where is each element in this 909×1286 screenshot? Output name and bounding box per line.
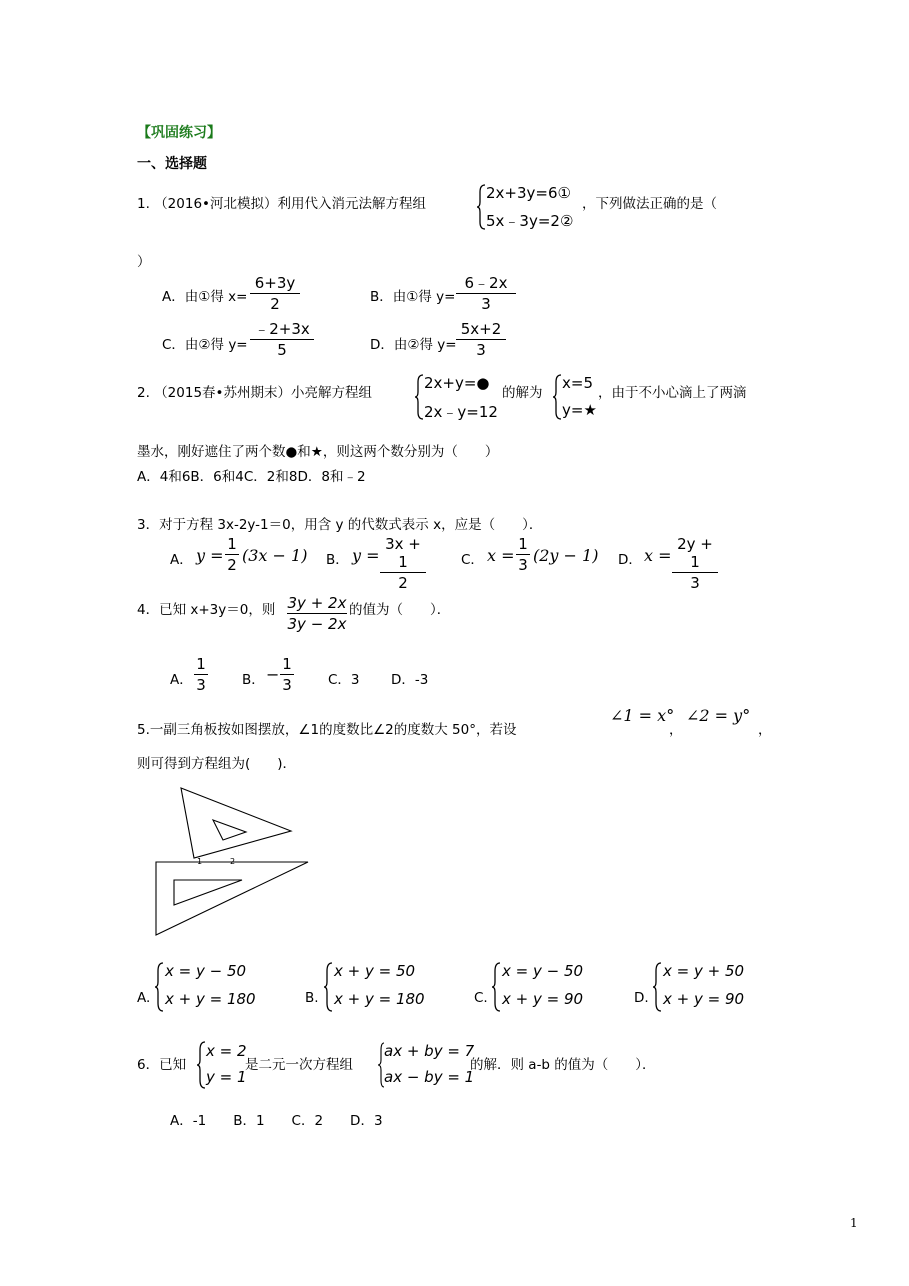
q4-b-num: 1: [282, 655, 292, 673]
q3-b-den: 2: [398, 574, 408, 592]
q5-stem: 5.一副三角板按如图摆放，∠1的度数比∠2的度数大 50°，若设: [137, 722, 517, 738]
q3-d-den: 3: [690, 574, 700, 592]
q3-c-bar: [516, 554, 530, 555]
q2-sol1: x=5: [562, 374, 593, 392]
q4-num: 3y + 2x: [287, 594, 347, 612]
q3-option-d-label: D．: [618, 552, 642, 568]
q4-b-bar: [280, 674, 294, 675]
q5-d-eq1: x = y + 50: [663, 962, 745, 980]
q2-options: A．4和6B．6和4C．2和8D．8和﹣2: [137, 469, 366, 485]
set-squares-figure: [150, 782, 320, 942]
q1-option-d-frac: [456, 320, 506, 359]
q5-option-c-label: C.: [474, 990, 488, 1006]
q3-b-bar: [380, 572, 426, 573]
q1-d-bar: [456, 339, 506, 340]
q4-b-frac: [280, 655, 294, 694]
q1-close: ）: [137, 254, 151, 270]
page-number: 1: [850, 1216, 858, 1230]
q1-option-a-frac: [250, 274, 300, 313]
q5-c-brace: [491, 962, 501, 1012]
q3-option-c-label: C．: [461, 552, 484, 568]
q3-d-bar: [672, 572, 718, 573]
lower-triangle-outer: [156, 862, 308, 935]
q4-den: 3y − 2x: [287, 615, 347, 633]
upper-triangle-inner: [213, 820, 246, 840]
q3-b-frac: [380, 535, 426, 592]
q4-option-a-label: A．: [170, 672, 193, 688]
q1-b-bar: [456, 293, 516, 294]
q3-b-lhs: y =: [352, 546, 380, 565]
q5-c-eq1: x = y − 50: [502, 962, 584, 980]
q1-option-d-label: D．由②得 y=: [370, 337, 457, 353]
q5-a-eq1: x = y − 50: [165, 962, 247, 980]
q3-a-rest: (3x − 1): [242, 546, 308, 565]
q1-brace: [476, 184, 486, 230]
q5-a-eq2: x + y = 180: [165, 990, 256, 1008]
q1-b-den: 3: [481, 295, 491, 313]
q2-mid: 的解为: [502, 385, 543, 401]
q4-bar: [287, 613, 347, 614]
q2-eq2: 2x﹣y=12: [424, 403, 498, 421]
q6-e1: ax + by = 7: [384, 1042, 475, 1060]
q3-option-b-label: B．: [326, 552, 349, 568]
q5-a-brace: [154, 962, 164, 1012]
q5-set2: ∠2 = y°: [686, 706, 751, 725]
q2-line2: 墨水，刚好遮住了两个数●和★，则这两个数分别为（ ）: [137, 444, 499, 460]
q5-b-eq1: x + y = 50: [334, 962, 416, 980]
q2-suffix: ，由于不小心滴上了两滴: [598, 385, 747, 401]
q6-prefix: 6．已知: [137, 1057, 187, 1073]
lower-triangle-inner: [174, 880, 242, 905]
q1-option-b-label: B．由①得 y=: [370, 289, 456, 305]
q1-c-bar: [250, 339, 314, 340]
q1-option-b-frac: [456, 274, 516, 313]
q5-end: ，: [758, 722, 772, 738]
q6-s1: x = 2: [206, 1042, 247, 1060]
q4-a-num: 1: [196, 655, 206, 673]
q3-c-frac: [516, 535, 530, 574]
q6-e2: ax − by = 1: [384, 1068, 475, 1086]
q4-option-b-label: B．: [242, 672, 265, 688]
q4-b-den: 3: [282, 676, 292, 694]
q1-suffix: ，下列做法正确的是（: [582, 196, 717, 212]
q1-option-c-frac: [250, 320, 314, 359]
q2-prefix: 2. （2015春•苏州期末）小亮解方程组: [137, 385, 372, 401]
q2-eq1: 2x+y=●: [424, 374, 490, 392]
q1-c-den: 5: [277, 341, 287, 359]
q3-d-num: 2y + 1: [677, 535, 713, 571]
section-title: 【巩固练习】: [137, 125, 221, 141]
q3-a-den: 2: [227, 556, 237, 574]
q5-b-eq2: x + y = 180: [334, 990, 425, 1008]
q1-a-bar: [250, 293, 300, 294]
q1-option-a-label: A．由①得 x=: [162, 289, 248, 305]
q3-stem: 3．对于方程 3x-2y-1＝0，用含 y 的代数式表示 x，应是（ ）．: [137, 517, 543, 533]
q5-option-a-label: A.: [137, 990, 151, 1006]
q2-sol2: y=★: [562, 401, 597, 419]
q1-a-den: 2: [270, 295, 280, 313]
q1-a-num: 6+3y: [254, 274, 296, 292]
q6-suffix: 的解．则 a-b 的值为（ ）．: [470, 1057, 656, 1073]
q3-option-a-label: A．: [170, 552, 193, 568]
q5-option-d-label: D.: [634, 990, 649, 1006]
part-title: 一、选择题: [137, 156, 207, 172]
q1-eq1: 2x+3y=6①: [486, 184, 571, 202]
q4-frac: [287, 594, 347, 633]
q5-line2: 则可得到方程组为( )．: [137, 756, 297, 772]
q1-d-den: 3: [476, 341, 486, 359]
q1-option-c-label: C．由②得 y=: [162, 337, 248, 353]
q4-option-d: D．-3: [391, 672, 429, 688]
q3-a-lhs: y =: [196, 546, 224, 565]
angle-2-label: 2: [230, 857, 236, 866]
q4-a-bar: [194, 674, 208, 675]
q4-option-c: C．3: [328, 672, 360, 688]
q3-a-bar: [225, 554, 239, 555]
q6-options: A．-1 B．1 C．2 D．3: [170, 1113, 383, 1129]
q2-brace-1: [414, 374, 424, 420]
q3-d-frac: [672, 535, 718, 592]
q1-eq2: 5x﹣3y=2②: [486, 212, 574, 230]
q5-d-eq2: x + y = 90: [663, 990, 745, 1008]
q3-c-lhs: x =: [487, 546, 515, 565]
q4-prefix: 4．已知 x+3y＝0，则: [137, 602, 276, 618]
upper-triangle-outer: [181, 788, 291, 858]
q4-suffix: 的值为（ ）．: [349, 602, 451, 618]
q1-b-num: 6﹣2x: [464, 274, 508, 292]
q1-d-num: 5x+2: [460, 320, 502, 338]
q3-c-den: 3: [518, 556, 528, 574]
q1-prefix: 1. （2016•河北模拟）利用代入消元法解方程组: [137, 196, 426, 212]
q4-a-frac: [194, 655, 208, 694]
angle-1-label: 1: [197, 857, 203, 866]
q5-option-b-label: B.: [305, 990, 319, 1006]
q3-c-num: 1: [518, 535, 528, 553]
q4-a-den: 3: [196, 676, 206, 694]
q5-c-eq2: x + y = 90: [502, 990, 584, 1008]
q2-brace-2: [552, 374, 562, 420]
q3-d-lhs: x =: [644, 546, 672, 565]
q5-b-brace: [323, 962, 333, 1012]
q1-c-num: ﹣2+3x: [254, 320, 310, 338]
q6-brace-1: [196, 1041, 206, 1089]
q3-a-num: 1: [227, 535, 237, 553]
q3-a-frac: [225, 535, 239, 574]
q6-mid: 是二元一次方程组: [245, 1057, 353, 1073]
q3-b-num: 3x + 1: [385, 535, 421, 571]
q5-set1: ∠1 = x°: [610, 706, 675, 725]
q5-comma: ，: [669, 722, 683, 738]
q3-c-rest: (2y − 1): [533, 546, 599, 565]
q5-d-brace: [652, 962, 662, 1012]
q6-s2: y = 1: [206, 1068, 247, 1086]
q4-b-sign: −: [266, 665, 280, 684]
